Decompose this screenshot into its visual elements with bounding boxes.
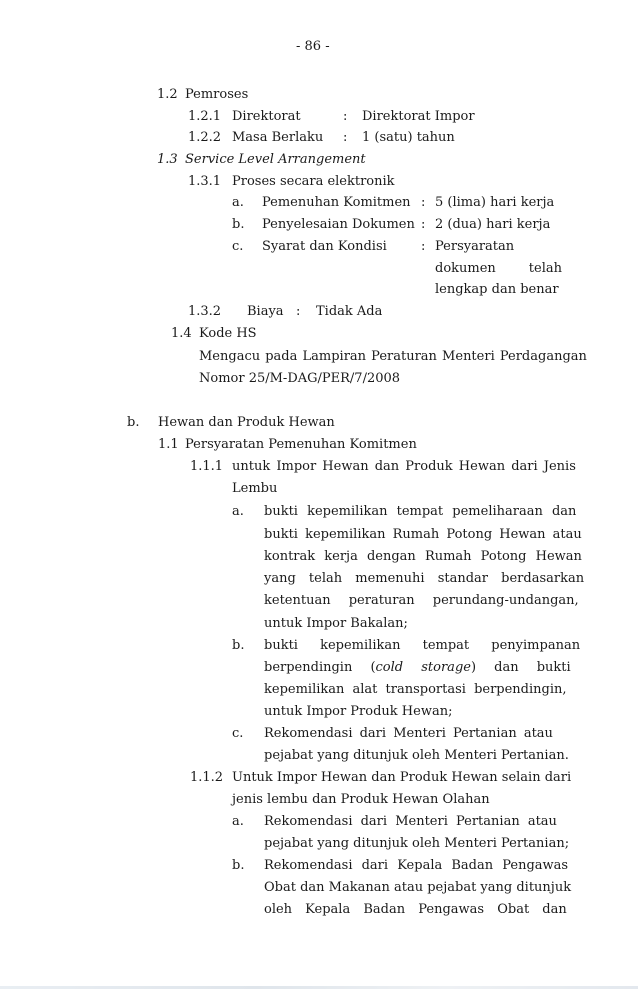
section-b-title: Hewan dan Produk Hewan <box>158 415 335 430</box>
item-1-1-1-a-line2: bukti kepemilikan Rumah Potong Hewan atau <box>264 527 582 542</box>
item-c-label: Syarat dan Kondisi <box>262 239 387 254</box>
item-c-value-line1: Persyaratan <box>435 239 515 254</box>
item-1-1-2-b-marker: b. <box>232 858 245 873</box>
item-1-1-1-b-line2-post: ) dan bukti <box>470 660 571 675</box>
item-a-label: Pemenuhan Komitmen <box>262 195 411 210</box>
item-1-3-2-number: 1.3.2 <box>188 304 222 319</box>
item-b-separator: : <box>421 217 426 232</box>
item-1-1-2-number: 1.1.2 <box>190 770 224 785</box>
item-1-1-2-b-line3: oleh Kepala Badan Pengawas Obat dan <box>264 902 567 917</box>
item-1-2-2-separator: : <box>343 130 348 145</box>
item-1-2-2-label: Masa Berlaku <box>232 130 324 145</box>
item-1-1-1-a-line1: bukti kepemilikan tempat pemeliharaan dan <box>264 504 577 519</box>
section-1-4-number: 1.4 <box>171 326 192 341</box>
item-1-2-1-number: 1.2.1 <box>188 109 222 124</box>
item-1-1-1-b-marker: b. <box>232 638 245 653</box>
item-1-1-1-a-line6: untuk Impor Bakalan; <box>264 616 408 631</box>
section-1-4-text-line1: Mengacu pada Lampiran Peraturan Menteri Perdagangan <box>199 349 587 364</box>
item-a-marker: a. <box>232 195 244 210</box>
item-1-1-1-b-line2 <box>264 661 571 674</box>
item-1-2-1-label: Direktorat <box>232 109 301 124</box>
item-c-value-line3: lengkap dan benar <box>435 282 559 297</box>
item-1-1-2-text-line1: Untuk Impor Hewan dan Produk Hewan selain dari <box>232 770 572 785</box>
item-1-2-1-separator: : <box>343 109 348 124</box>
item-c-marker: c. <box>232 239 244 254</box>
item-1-1-1-a-marker: a. <box>232 504 244 519</box>
item-1-1-1-number: 1.1.1 <box>190 459 224 474</box>
item-1-1-2-b-line1: Rekomendasi dari Kepala Badan Pengawas <box>264 858 569 873</box>
section-1-4-title: Kode HS <box>199 326 257 341</box>
item-1-1-1-c-line1: Rekomendasi dari Menteri Pertanian atau <box>264 726 553 741</box>
item-1-1-2-a-marker: a. <box>232 814 244 829</box>
item-b-marker: b. <box>232 217 245 232</box>
item-1-1-1-c-line2: pejabat yang ditunjuk oleh Menteri Pertanian. <box>264 748 569 763</box>
item-1-1-1-a-line4: yang telah memenuhi standar berdasarkan <box>264 571 585 586</box>
item-1-1-1-b-line2-pre: berpendingin ( <box>264 660 376 675</box>
item-1-1-2-a-line1: Rekomendasi dari Menteri Pertanian atau <box>264 814 557 829</box>
section-1-2-title: Pemroses <box>185 87 249 102</box>
item-a-value: 5 (lima) hari kerja <box>435 195 555 210</box>
scan-artifact-divider <box>0 986 638 989</box>
item-1-1-1-a-line3: kontrak kerja dengan Rumah Potong Hewan <box>264 549 582 564</box>
item-b-value: 2 (dua) hari kerja <box>435 217 551 232</box>
item-1-1-2-a-line2: pejabat yang ditunjuk oleh Menteri Pertanian; <box>264 836 570 851</box>
item-c-separator: : <box>421 239 426 254</box>
item-1-1-1-b-line1: bukti kepemilikan tempat penyimpanan <box>264 638 581 653</box>
section-1-3-title: Service Level Arrangement <box>185 152 366 167</box>
item-a-separator: : <box>421 195 426 210</box>
cold-storage-term: cold storage <box>375 660 471 675</box>
item-1-1-1-text-line1: untuk Impor Hewan dan Produk Hewan dari Jenis <box>232 459 576 474</box>
item-1-3-1-title: Proses secara elektronik <box>232 174 395 189</box>
item-1-2-2-number: 1.2.2 <box>188 130 222 145</box>
item-1-1-1-b-line4: untuk Impor Produk Hewan; <box>264 704 453 719</box>
item-c-value-word2: telah <box>528 261 562 276</box>
item-c-value-line2 <box>435 262 562 275</box>
section-1-3-number: 1.3 <box>157 152 178 167</box>
item-1-3-2-label: Biaya <box>247 304 284 319</box>
item-1-2-1-value: Direktorat Impor <box>362 109 475 124</box>
item-1-1-1-a-line5: ketentuan peraturan perundang-undangan, <box>264 593 579 608</box>
item-1-1-2-text-line2: jenis lembu dan Produk Hewan Olahan <box>232 792 490 807</box>
item-1-2-2-value: 1 (satu) tahun <box>362 130 455 145</box>
section-b-marker: b. <box>127 415 140 430</box>
page-number: - 86 - <box>296 39 330 54</box>
item-c-value-word1: dokumen <box>435 261 496 276</box>
item-1-3-1-number: 1.3.1 <box>188 174 222 189</box>
section-1-4-text-line2: Nomor 25/M-DAG/PER/7/2008 <box>199 371 401 386</box>
section-b-1-1-title: Persyaratan Pemenuhan Komitmen <box>185 437 417 452</box>
item-1-3-2-separator: : <box>296 304 301 319</box>
item-1-1-2-b-line2: Obat dan Makanan atau pejabat yang ditunjuk <box>264 880 572 895</box>
item-1-1-1-b-line3: kepemilikan alat transportasi berpendingin, <box>264 682 567 697</box>
item-1-1-1-text-line2: Lembu <box>232 481 278 496</box>
section-1-2-number: 1.2 <box>157 87 178 102</box>
item-1-1-1-c-marker: c. <box>232 726 244 741</box>
item-b-label: Penyelesaian Dokumen <box>262 217 415 232</box>
section-b-1-1-number: 1.1 <box>158 437 179 452</box>
item-1-3-2-value: Tidak Ada <box>316 304 383 319</box>
